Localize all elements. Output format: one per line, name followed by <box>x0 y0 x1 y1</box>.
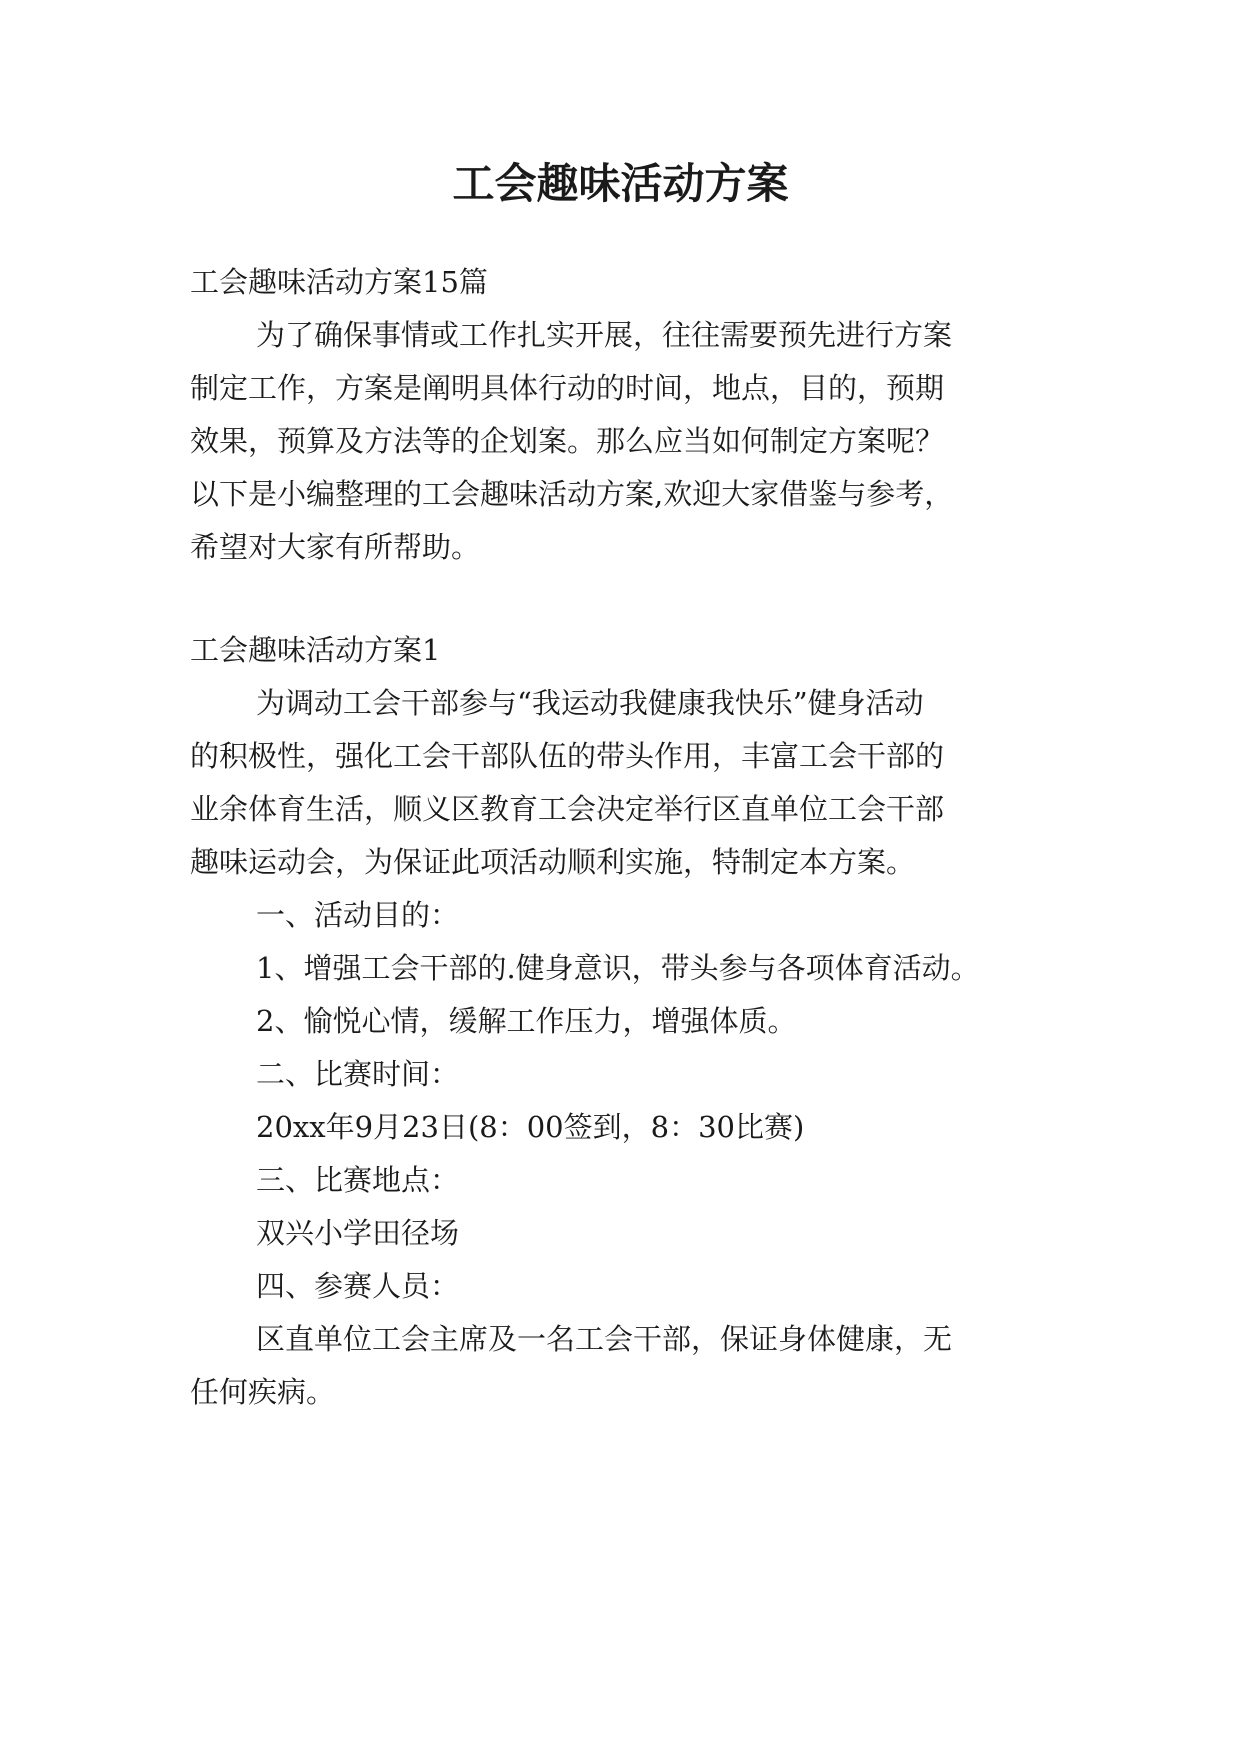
body-line: 二、比赛时间： <box>256 1057 460 1091</box>
body-line: 1、增强工会干部的.健身意识，带头参与各项体育活动。 <box>256 951 980 985</box>
body-line: 趣味运动会，为保证此项活动顺利实施，特制定本方案。 <box>190 845 916 879</box>
body-line: 20xx年9月23日(8：00签到，8：30比赛) <box>256 1110 805 1144</box>
document-subtitle: 工会趣味活动方案15篇 <box>190 265 488 299</box>
body-line: 任何疾病。 <box>190 1375 336 1409</box>
intro-line: 为了确保事情或工作扎实开展，往往需要预先进行方案 <box>256 318 953 352</box>
body-line: 2、愉悦心情，缓解工作压力，增强体质。 <box>256 1004 797 1038</box>
body-line: 三、比赛地点： <box>256 1163 460 1197</box>
body-line: 四、参赛人员： <box>256 1269 460 1303</box>
intro-line: 以下是小编整理的工会趣味活动方案,欢迎大家借鉴与参考， <box>190 477 954 511</box>
body-line: 区直单位工会主席及一名工会干部，保证身体健康，无 <box>256 1322 953 1356</box>
intro-line: 效果，预算及方法等的企划案。那么应当如何制定方案呢？ <box>190 424 945 458</box>
body-line: 一、活动目的： <box>256 898 460 932</box>
intro-line: 制定工作，方案是阐明具体行动的时间，地点，目的，预期 <box>190 371 945 405</box>
body-line: 双兴小学田径场 <box>256 1216 460 1250</box>
body-line: 为调动工会干部参与“我运动我健康我快乐”健身活动 <box>256 686 924 720</box>
body-line: 业余体育生活，顺义区教育工会决定举行区直单位工会干部 <box>190 792 945 826</box>
body-line: 的积极性，强化工会干部队伍的带头作用，丰富工会干部的 <box>190 739 945 773</box>
intro-line: 希望对大家有所帮助。 <box>190 530 481 564</box>
document-title: 工会趣味活动方案 <box>452 159 789 208</box>
section-heading: 工会趣味活动方案1 <box>190 633 441 667</box>
